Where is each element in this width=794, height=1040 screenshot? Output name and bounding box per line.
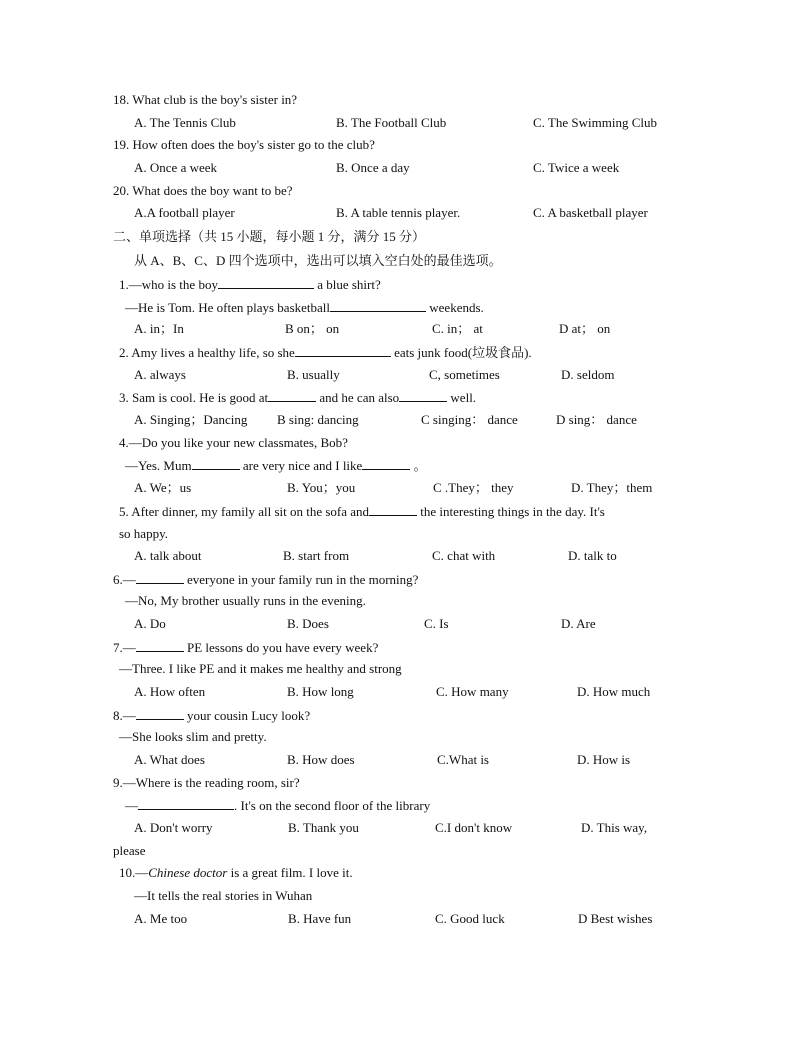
mc7-line1-tail: PE lessons do you have every week? xyxy=(183,640,379,655)
option-2a: A. always xyxy=(134,367,186,382)
question-20: 20. What does the boy want to be? xyxy=(113,183,293,198)
answer-blank xyxy=(362,457,410,470)
mc8-line1-tail: your cousin Lucy look? xyxy=(183,708,311,723)
option-9d-wrap: please xyxy=(113,843,146,858)
answer-blank xyxy=(295,344,391,357)
mc5-line1-tail: the interesting things in the day. It's xyxy=(417,504,605,519)
option-7c: C. How many xyxy=(436,684,509,699)
mc2-line1-text: 2. Amy lives a healthy life, so she xyxy=(119,345,295,360)
option-19c: C. Twice a week xyxy=(533,160,620,175)
option-6b: B. Does xyxy=(287,616,329,631)
mc7-line1-text: 7.— xyxy=(113,640,136,655)
mc2-line1-tail: eats junk food(垃圾食品). xyxy=(390,345,532,360)
mc1-line2 xyxy=(125,299,484,316)
mc1-line1-tail: a blue shirt? xyxy=(313,277,381,292)
mc1-line2-text: —He is Tom. He often plays basketball xyxy=(125,300,331,315)
mc10-line1-tail: is a great film. I love it. xyxy=(227,865,353,880)
mc7-line1 xyxy=(113,639,378,656)
answer-blank xyxy=(136,571,184,584)
option-2c: C, sometimes xyxy=(429,367,500,382)
option-9a: A. Don't worry xyxy=(134,820,213,835)
option-4b: B. You；you xyxy=(287,480,356,495)
option-7d: D. How much xyxy=(577,684,651,699)
answer-blank xyxy=(138,797,234,810)
mc6-line1 xyxy=(113,571,418,588)
option-5c: C. chat with xyxy=(432,548,496,563)
option-8d: D. How is xyxy=(577,752,631,767)
option-10a: A. Me too xyxy=(134,911,188,926)
option-6a: A. Do xyxy=(134,616,166,631)
option-20b: B. A table tennis player. xyxy=(336,205,461,220)
section-title: 二、单项选择（共 15 小题，每小题 1 分，满分 15 分） xyxy=(113,229,426,244)
option-4c: C .They； they xyxy=(433,480,514,495)
mc6-line1-tail: everyone in your family run in the morning? xyxy=(183,572,419,587)
option-7a: A. How often xyxy=(134,684,206,699)
answer-blank xyxy=(399,389,447,402)
option-3c: C singing： dance xyxy=(421,412,518,427)
mc1-line2-tail: weekends. xyxy=(426,300,484,315)
option-18b: B. The Football Club xyxy=(336,115,447,130)
mc3-line1 xyxy=(119,389,476,406)
mc1-line1 xyxy=(119,276,381,293)
film-title: Chinese doctor xyxy=(148,865,228,880)
option-4a: A. We；us xyxy=(134,480,192,495)
mc9-line2 xyxy=(125,797,430,814)
mc6-line2: —No, My brother usually runs in the evening. xyxy=(125,593,366,608)
mc8-line1 xyxy=(113,707,310,724)
option-9d: D. This way, xyxy=(581,820,648,835)
option-10d: D Best wishes xyxy=(578,911,653,926)
mc9-line1: 9.—Where is the reading room, sir? xyxy=(113,775,300,790)
mc7-line2: —Three. I like PE and it makes me healthy and strong xyxy=(119,661,402,676)
mc3-line1-tail: well. xyxy=(447,390,477,405)
option-18a: A. The Tennis Club xyxy=(134,115,236,130)
mc5-line1-text: 5. After dinner, my family all sit on the sofa and xyxy=(119,504,370,519)
mc3-line1-text: 3. Sam is cool. He is good at xyxy=(119,390,269,405)
mc9-line2-tail: . It's on the second floor of the library xyxy=(234,798,431,813)
option-5a: A. talk about xyxy=(134,548,202,563)
mc8-line1-text: 8.— xyxy=(113,708,136,723)
option-8b: B. How does xyxy=(287,752,355,767)
answer-blank xyxy=(136,639,184,652)
mc4-line2-tail: 。 xyxy=(410,458,427,473)
option-20a: A.A football player xyxy=(134,205,235,220)
option-9c: C.I don't know xyxy=(435,820,513,835)
option-10c: C. Good luck xyxy=(435,911,505,926)
option-18c: C. The Swimming Club xyxy=(533,115,657,130)
option-5d: D. talk to xyxy=(568,548,617,563)
mc4-line2-mid: are very nice and I like xyxy=(239,458,363,473)
option-2b: B. usually xyxy=(287,367,340,382)
option-19a: A. Once a week xyxy=(134,160,218,175)
option-20c: C. A basketball player xyxy=(533,205,648,220)
mc8-line2: —She looks slim and pretty. xyxy=(119,729,267,744)
mc10-line2: —It tells the real stories in Wuhan xyxy=(134,888,313,903)
option-1c: C. in； at xyxy=(432,321,483,336)
mc5-line1 xyxy=(119,503,605,520)
answer-blank xyxy=(192,457,240,470)
mc5-line2: so happy. xyxy=(119,526,168,541)
answer-blank xyxy=(268,389,316,402)
mc3-line1-mid: and he can also xyxy=(316,390,400,405)
mc4-line2 xyxy=(125,457,427,474)
answer-blank xyxy=(136,707,184,720)
option-1a: A. in；In xyxy=(134,321,184,336)
mc4-line1: 4.—Do you like your new classmates, Bob? xyxy=(119,435,348,450)
answer-blank xyxy=(218,276,314,289)
option-5b: B. start from xyxy=(283,548,350,563)
option-8c: C.What is xyxy=(437,752,489,767)
option-6c: C. Is xyxy=(424,616,449,631)
question-19: 19. How often does the boy's sister go to the club? xyxy=(113,137,375,152)
mc6-line1-text: 6.— xyxy=(113,572,136,587)
option-10b: B. Have fun xyxy=(288,911,352,926)
option-3d: D sing： dance xyxy=(556,412,637,427)
option-6d: D. Are xyxy=(561,616,596,631)
section-instruction: 从 A、B、C、D 四个选项中，选出可以填入空白处的最佳选项。 xyxy=(134,253,502,268)
mc1-line1-text: 1.—who is the boy xyxy=(119,277,218,292)
option-1d: D at； on xyxy=(559,321,611,336)
mc9-line2-text: — xyxy=(125,798,138,813)
option-4d: D. They；them xyxy=(571,480,653,495)
option-2d: D. seldom xyxy=(561,367,615,382)
question-18: 18. What club is the boy's sister in? xyxy=(113,92,298,107)
option-8a: A. What does xyxy=(134,752,205,767)
option-1b: B on； on xyxy=(285,321,340,336)
mc10-line1 xyxy=(119,865,353,881)
mc2-line1 xyxy=(119,344,532,361)
answer-blank xyxy=(330,299,426,312)
option-7b: B. How long xyxy=(287,684,354,699)
option-3a: A. Singing；Dancing xyxy=(134,412,248,427)
option-3b: B sing: dancing xyxy=(277,412,359,427)
option-19b: B. Once a day xyxy=(336,160,410,175)
option-9b: B. Thank you xyxy=(288,820,359,835)
mc10-line1-text: 10.— xyxy=(119,865,149,880)
mc4-line2-text: —Yes. Mum xyxy=(125,458,192,473)
answer-blank xyxy=(369,503,417,516)
